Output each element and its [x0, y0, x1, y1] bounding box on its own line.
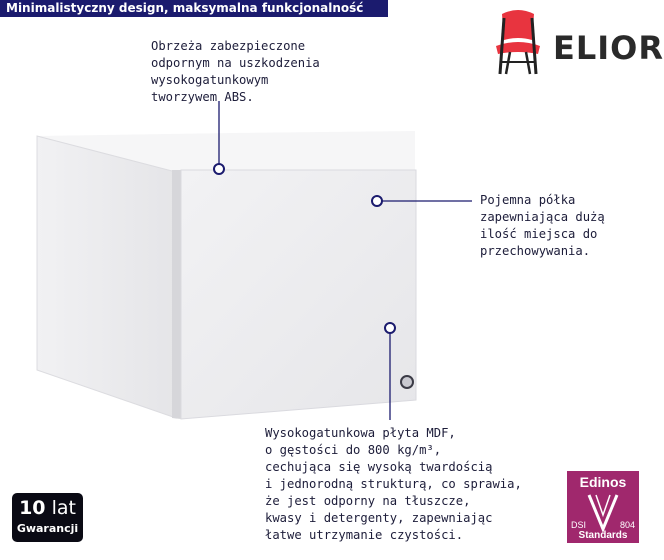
callout-shelf-text: Pojemna półka zapewniająca dużą ilość miejsca do przechowywania. — [480, 193, 605, 258]
door-edge — [172, 170, 181, 419]
cabinet-door — [181, 170, 416, 419]
callout-mdf-text: Wysokogatunkowa płyta MDF, o gęstości do 800 kg/m³, cechująca się wysoką twardością i jednorodną strukturą, co sprawia, że jest odporny na tłuszcze, kwasy i detergenty, zapewniając łatwe utrzymanie czystości. — [265, 426, 522, 542]
warranty-badge — [12, 493, 83, 542]
cabinet-top — [37, 131, 415, 172]
certificate-right-code: 804 — [619, 520, 635, 530]
certificate-label: Standards — [578, 530, 628, 541]
header-banner — [0, 0, 388, 17]
certificate-title: Edinos — [579, 474, 627, 490]
cabinet-side — [37, 136, 176, 418]
banner-text: Minimalistyczny design, maksymalna funkcjonalność — [6, 1, 364, 15]
callout-dot-edges — [214, 164, 224, 174]
warranty-unit: lat — [51, 497, 76, 519]
door-knob[interactable] — [401, 376, 413, 388]
warranty-years — [12, 497, 83, 519]
chair-icon — [488, 8, 548, 78]
certificate-left-code: DSI — [571, 520, 587, 530]
callout-dot-mdf — [385, 323, 395, 333]
callout-dot-shelf — [372, 196, 382, 206]
callout-edges-text: Obrzeża zabezpieczone odpornym na uszkodzenia wysokogatunkowym tworzywem ABS. — [151, 39, 320, 104]
brand-name: ELIOR — [553, 29, 664, 67]
certificate-badge — [567, 471, 639, 543]
brand-logo — [488, 8, 664, 78]
warranty-number: 10 — [19, 497, 46, 519]
warranty-label: Gwarancji — [16, 522, 79, 535]
